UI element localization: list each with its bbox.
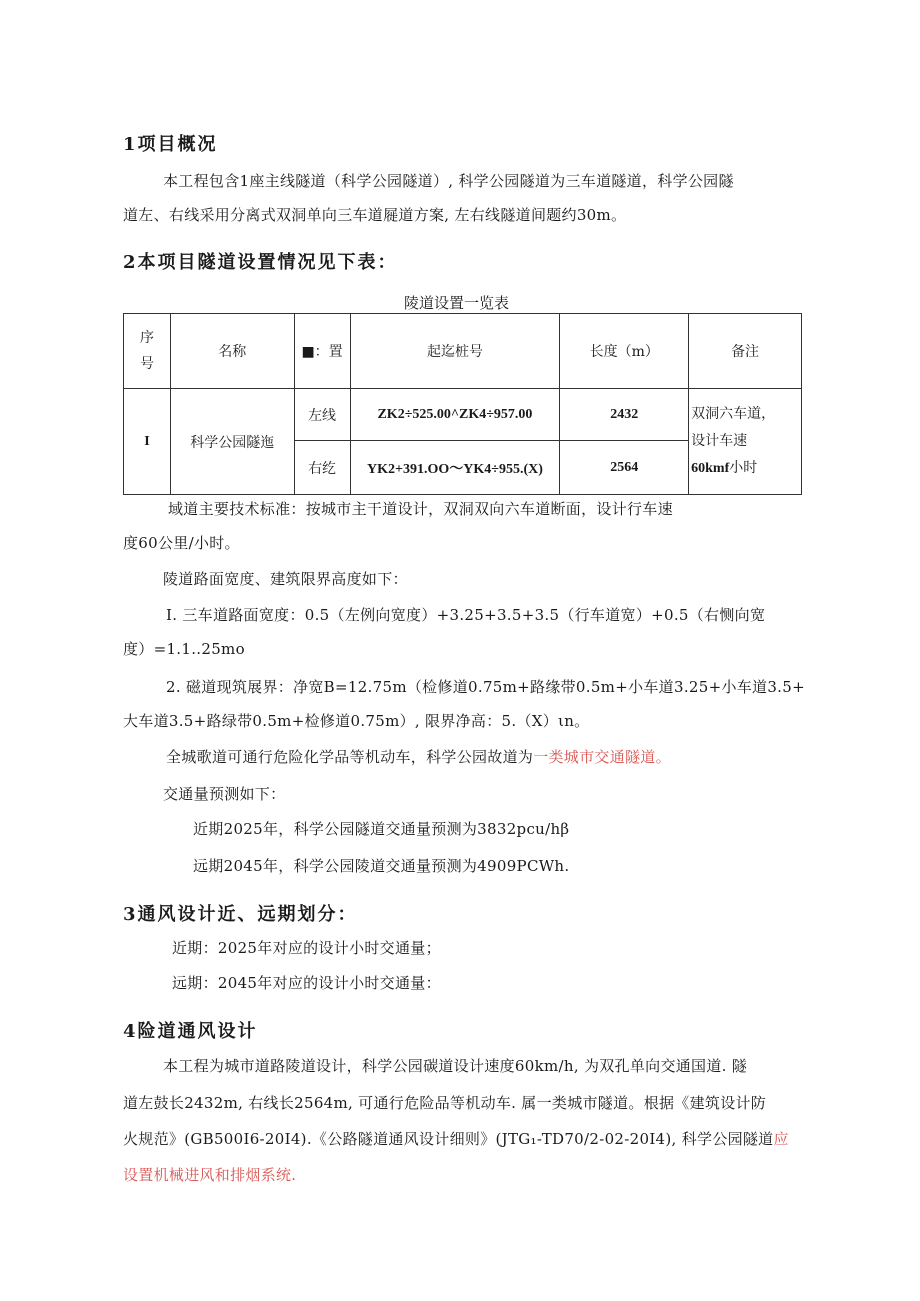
table-row-left-line: [124, 389, 802, 441]
header-name: 名称: [170, 314, 294, 389]
header-position: ■：置: [294, 314, 350, 389]
technical-standard-line-1: 域道主要技术标准：按城市主干道设计，双洞双向六车道断面，设计行车速: [168, 500, 673, 518]
item-1-line-1: I. 三车道路面宽度：0.5（左例向宽度）+3.25+3.5+3.5（行车道宽）+0.5（右恻向宽: [166, 606, 766, 624]
cell-tunnel-name: 科学公园隧迤: [170, 389, 294, 495]
traffic-intro: 交通量预测如下：: [163, 785, 286, 803]
section-1-paragraph-line-1: 本工程包含1座主线隧道（科学公园隧道）, 科学公园隧道为三车道隧道，科学公园隧: [163, 172, 734, 190]
item-1-line-2: 度）=1.1..25mo: [123, 640, 245, 658]
tunnel-settings-table: [123, 313, 802, 495]
cell-left-length: 2432: [560, 389, 689, 441]
cell-left-label: 左线: [294, 389, 350, 441]
header-stake: 起迄桩号: [350, 314, 560, 389]
long-term-forecast: 远期2045年，科学公园陵道交通量预测为4909PCWh.: [193, 857, 570, 875]
cell-left-stake: ZK2÷525.00^ZK4÷957.00: [350, 389, 560, 441]
remark-line-1: 双洞六车道，: [691, 406, 776, 422]
section-1-heading: 1项目概况: [123, 134, 218, 155]
header-seq-line-2: 号: [139, 356, 154, 372]
cell-seq: I: [124, 389, 171, 495]
width-intro: 陵道路面宽度、建筑限界高度如下：: [163, 570, 408, 588]
cell-right-length: 2564: [560, 441, 689, 495]
technical-standard-line-2: 度60公里/小时。: [123, 534, 240, 552]
section-4-line-1: 本工程为城市道路陵道设计，科学公园碳道设计速度60km∕h, 为双孔单向交通国道. 隧: [163, 1057, 748, 1075]
section-4-heading: 4险道通风设计: [123, 1021, 258, 1042]
section-3-long-term: 远期：2045年对应的设计小时交通量：: [172, 974, 441, 992]
header-remark: 备注: [689, 314, 802, 389]
section-1-paragraph-line-2: 道左、右线采用分离式双洞单向三车道屣道方案, 左右线隧道间题约30m。: [123, 206, 627, 224]
section-3-heading: 3通风设计近、远期划分：: [123, 904, 358, 925]
remark-line-2: 设计车速: [691, 433, 748, 449]
section-2-heading: 2本项目隧道设置情况见下表：: [123, 252, 398, 273]
table-caption: 陵道设置一览表: [404, 294, 510, 312]
near-term-forecast: 近期2025年，科学公园隧道交通量预测为3832pcu∕hβ: [193, 820, 570, 838]
section-4-line-3: [123, 1128, 789, 1149]
remark-speed-unit: 小时: [729, 460, 758, 476]
remark-speed-value: 60kmf: [691, 461, 730, 476]
item-2-line-2: 大车道3.5+路绿带0.5m+检修道0.75m）, 限界净高：5.（X）ιn。: [123, 712, 590, 730]
dangerous-goods-text: 全城歌道可通行危险化学品等机动车，科学公园故道为: [166, 748, 534, 766]
header-seq: [124, 314, 171, 389]
remark-line-3: [691, 455, 801, 482]
section-4-line-4-highlight: 设置机械进风和排烟系统.: [123, 1166, 297, 1184]
section-4-line-3-highlight: 应: [773, 1130, 789, 1148]
item-2-line-1: 2. 磁道现筑展界：净宽B=12.75m（检修道0.75m+路缘带0.5m+小车道3.25+小车道3.5+: [166, 678, 805, 696]
section-4-line-3-text: 火规范》(GB500I6-20I4).《公路隧道通风设计细则》(JTG₁-TD70/2-02-20I4), 科学公园隧道: [123, 1130, 774, 1148]
dangerous-goods-line: [166, 746, 671, 767]
header-length: 长度（m）: [560, 314, 689, 389]
cell-right-stake: YK2+391.OO～YK4÷955.(X): [350, 441, 560, 495]
header-seq-line-1: 序: [139, 330, 154, 346]
table-header-row: [124, 314, 802, 389]
tunnel-class-highlight: 一类城市交通隧道。: [533, 748, 671, 766]
cell-right-label: 右纥: [294, 441, 350, 495]
section-3-near-term: 近期：2025年对应的设计小时交通量；: [172, 939, 441, 957]
cell-remark: [689, 389, 802, 495]
section-4-line-2: 道左鼓长2432m, 右线长2564m, 可通行危险品等机动车. 属一类城市隧道。根据《建筑设计防: [123, 1094, 767, 1112]
